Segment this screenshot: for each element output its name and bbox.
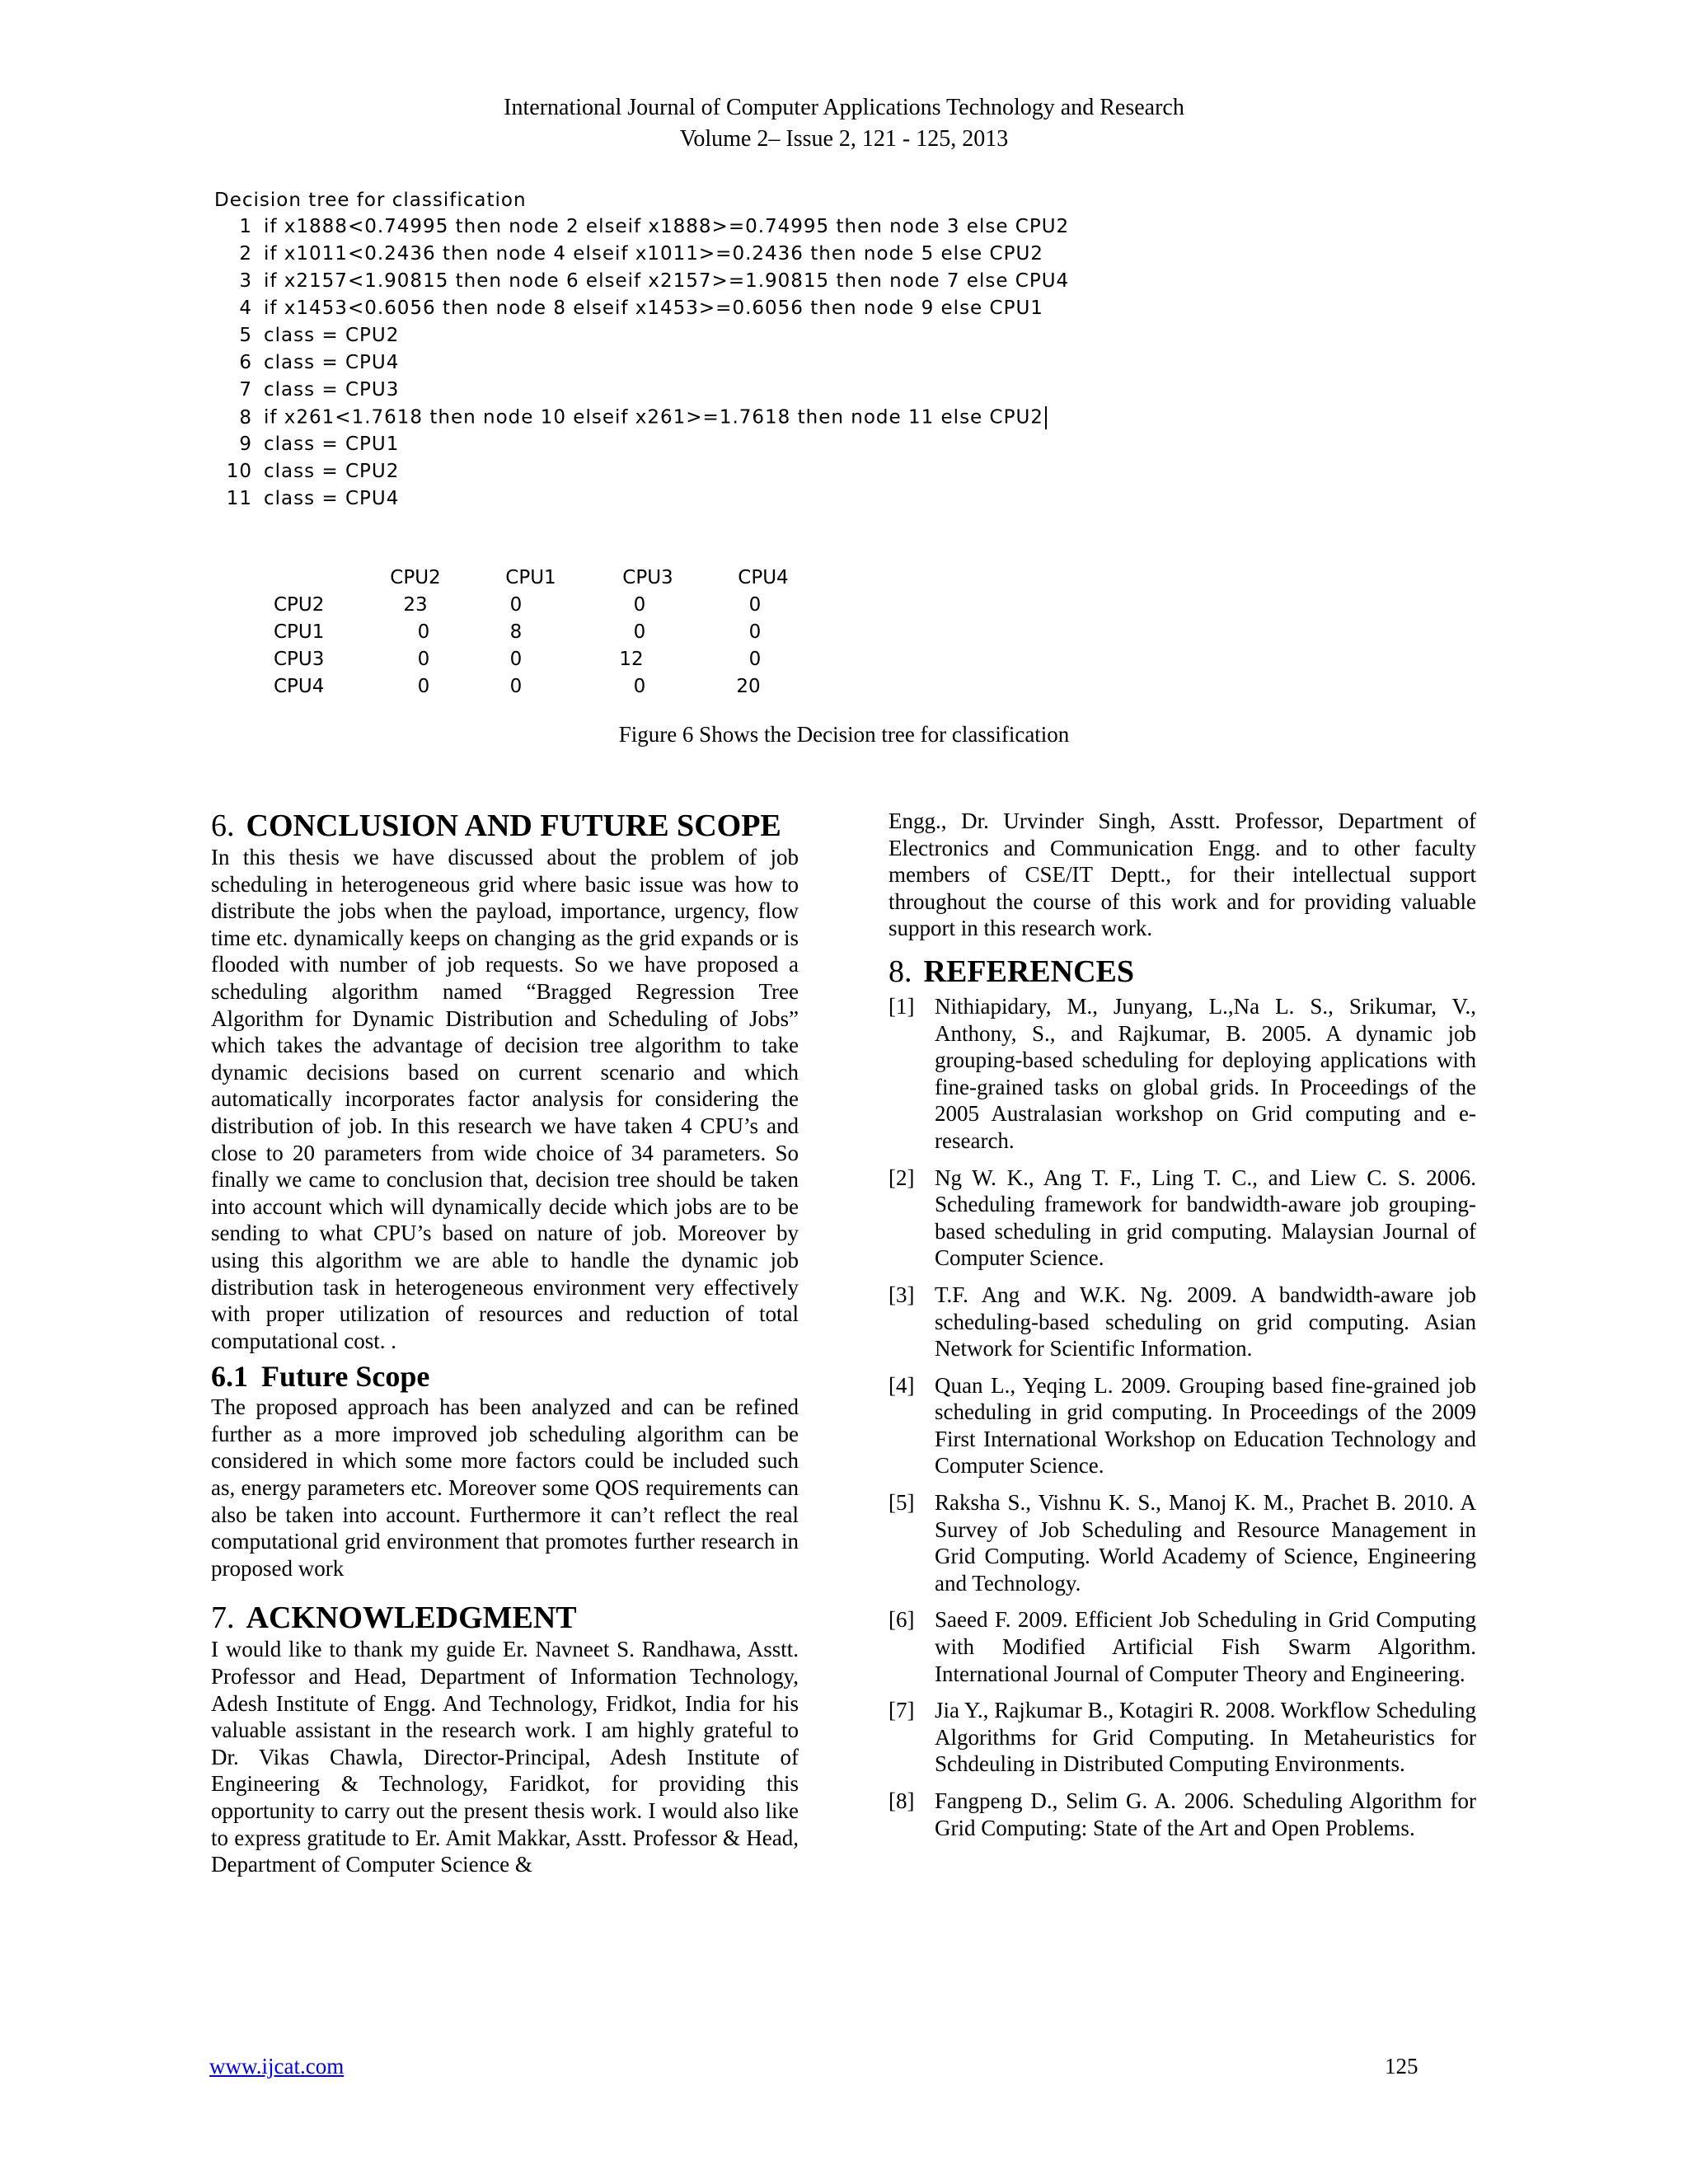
matrix-cell: 12	[619, 649, 644, 670]
matrix-cell: 0	[417, 621, 430, 643]
page-number: 125	[1385, 2054, 1418, 2079]
matrix-cell: 23	[403, 594, 428, 616]
figure-decision-tree	[211, 188, 1348, 699]
reference-list	[889, 993, 1476, 1841]
reference-item: [7] Jia Y., Rajkumar B., Kotagiri R. 2008. Workflow Scheduling Algorithms for Grid Computing. In Metaheuristics for Schdeuling in Distributed Computing Environments.	[889, 1698, 1476, 1777]
footer-link[interactable]: www.ijcat.com	[209, 2054, 345, 2079]
matrix-cell: 8	[509, 621, 523, 643]
code-line: 3 if x2157<1.90815 then node 6 elseif x2157>=1.90815 then node 7 else CPU4	[239, 270, 1070, 292]
reference-item: [6] Saeed F. 2009. Efficient Job Scheduling in Grid Computing with Modified Artificial Fish Swarm Algorithm. International Journal of Computer Theory and Engineering.	[889, 1607, 1476, 1686]
reference-item: [2] Ng W. K., Ang T. F., Ling T. C., and Liew C. S. 2006. Scheduling framework for bandwidth-aware job grouping-based scheduling in grid computing. Malaysian Journal of Computer Science.	[889, 1165, 1476, 1271]
code-line: 2 if x1011<0.2436 then node 4 elseif x1011>=0.2436 then node 5 else CPU2	[239, 243, 1043, 265]
right-column	[889, 808, 1476, 1841]
reference-item: [5] Raksha S., Vishnu K. S., Manoj K. M., Prachet B. 2010. A Survey of Job Scheduling and Resource Management in Grid Computing. World Academy of Science, Engineering and Technology.	[889, 1490, 1476, 1596]
reference-item: [4] Quan L., Yeqing L. 2009. Grouping based fine-grained job scheduling in grid computing. In Proceedings of the 2009 First International Workshop on Education Technology and Computer Science.	[889, 1372, 1476, 1479]
code-line: 9 class = CPU1	[239, 434, 400, 455]
acknowledgment-continued: Engg., Dr. Urvinder Singh, Asstt. Professor, Department of Electronics and Communication Engg. and to other faculty members of CSE/IT Deptt., for their intellectual support throughout the course of this work and for providing valuable support in this research work.	[889, 808, 1476, 941]
journal-title: International Journal of Computer Applications Technology and Research	[504, 95, 1184, 120]
matrix-col-header: CPU3	[622, 567, 673, 588]
conclusion-paragraph: In this thesis we have discussed about the problem of job scheduling in heterogeneous grid where basic issue was how to distribute the jobs when the payload, importance, urgency, flow time etc. dynamically keeps on changing as the grid expands or is flooded with number of job requests. So we have proposed a scheduling algorithm named “Bragged Regression Tree Algorithm for Dynamic Distribution and Scheduling of Jobs” which takes the advantage of decision tree algorithm to take dynamic decisions based on current scenario and which automatically incorporates factor analysis for considering the distribution of job. In this research we have taken 4 CPU’s and close to 20 parameters from wide choice of 34 parameters. So finally we came to conclusion that, decision tree should be taken into account which will dynamically decide which jobs are to be sending to what CPU’s based on nature of job. Moreover by using this algorithm we are able to handle the dynamic job distribution task in heterogeneous environment very effectively with proper utilization of resources and reduction of total computational cost. .	[211, 845, 799, 1353]
left-column	[211, 808, 799, 1878]
matrix-row-label: CPU4	[274, 676, 325, 697]
code-line: 1 if x1888<0.74995 then node 2 elseif x1888>=0.74995 then node 3 else CPU2	[239, 216, 1070, 237]
matrix-col-header: CPU2	[390, 567, 441, 588]
matrix-col-header: CPU1	[505, 567, 556, 588]
code-line: 5 class = CPU2	[239, 325, 400, 346]
matrix-cell: 0	[748, 594, 762, 616]
figure-caption: Figure 6 Shows the Decision tree for classification	[618, 722, 1070, 747]
matrix-cell: 0	[509, 676, 523, 697]
matrix-cell: 0	[633, 594, 646, 616]
section-heading-acknowledgment: 7. ACKNOWLEDGMENT	[211, 1601, 577, 1636]
reference-item: [8] Fangpeng D., Selim G. A. 2006. Scheduling Algorithm for Grid Computing: State of the Art and Open Problems.	[889, 1788, 1476, 1840]
matrix-cell: 0	[633, 621, 646, 643]
matrix-col-header: CPU4	[738, 567, 789, 588]
matrix-row-label: CPU3	[274, 649, 325, 670]
matrix-cell: 0	[748, 649, 762, 670]
matrix-cell: 0	[509, 649, 523, 670]
code-line: 10 class = CPU2	[226, 461, 400, 482]
journal-header	[0, 92, 1688, 155]
section-heading-conclusion: 6. CONCLUSION AND FUTURE SCOPE	[211, 808, 781, 843]
matrix-cell: 20	[736, 676, 761, 697]
section-heading-references: 8. REFERENCES	[889, 954, 1134, 989]
code-line: 11 class = CPU4	[226, 488, 400, 509]
matrix-row-label: CPU2	[274, 594, 325, 616]
code-line: 6 class = CPU4	[239, 352, 400, 373]
text-cursor	[1045, 406, 1047, 429]
journal-volume: Volume 2– Issue 2, 121 - 125, 2013	[679, 126, 1009, 152]
reference-item: [1] Nithiapidary, M., Junyang, L.,Na L. S., Srikumar, V., Anthony, S., and Rajkumar, B. 2005. A dynamic job grouping-based scheduling for deploying applications with fine-grained tasks on global grids. In Proceedings of the 2005 Australasian workshop on Grid computing and e-research.	[889, 993, 1476, 1153]
matrix-row-label: CPU1	[274, 621, 325, 643]
reference-item: [3] T.F. Ang and W.K. Ng. 2009. A bandwidth-aware job scheduling-based scheduling on grid computing. Asian Network for Scientific Information.	[889, 1282, 1476, 1361]
matrix-cell: 0	[417, 649, 430, 670]
matrix-cell: 0	[633, 676, 646, 697]
matrix-cell: 0	[748, 621, 762, 643]
code-line: 8 if x261<1.7618 then node 10 elseif x261>=1.7618 then node 11 else CPU2	[211, 406, 1047, 434]
future-scope-paragraph: The proposed approach has been analyzed and can be refined further as a more improved job scheduling algorithm can be considered in which some more factors could be included such as, energy parameters etc. Moreover some QOS requirements can also be taken into account. Furthermore it can’t reflect the real computational grid environment that promotes further research in proposed work	[211, 1394, 799, 1581]
matrix-cell: 0	[417, 676, 430, 697]
section-heading-future-scope: 6.1 Future Scope	[211, 1360, 430, 1394]
matrix-cell: 0	[509, 594, 523, 616]
code-line: 7 class = CPU3	[239, 379, 400, 401]
figure-code-title: Decision tree for classification	[214, 190, 527, 211]
acknowledgment-paragraph: I would like to thank my guide Er. Navneet S. Randhawa, Asstt. Professor and Head, Department of Information Technology, Adesh Institute of Engg. And Technology, Fridkot, India for his valuable assistant in the research work. I am highly grateful to Dr. Vikas Chawla, Director-Principal, Adesh Institute of Engineering & Technology, Faridkot, for providing this opportunity to carry out the present thesis work. I would also like to express gratitude to Er. Amit Makkar, Asstt. Professor & Head, Department of Computer Science &	[211, 1637, 799, 1877]
code-line: 4 if x1453<0.6056 then node 8 elseif x1453>=0.6056 then node 9 else CPU1	[239, 298, 1043, 319]
